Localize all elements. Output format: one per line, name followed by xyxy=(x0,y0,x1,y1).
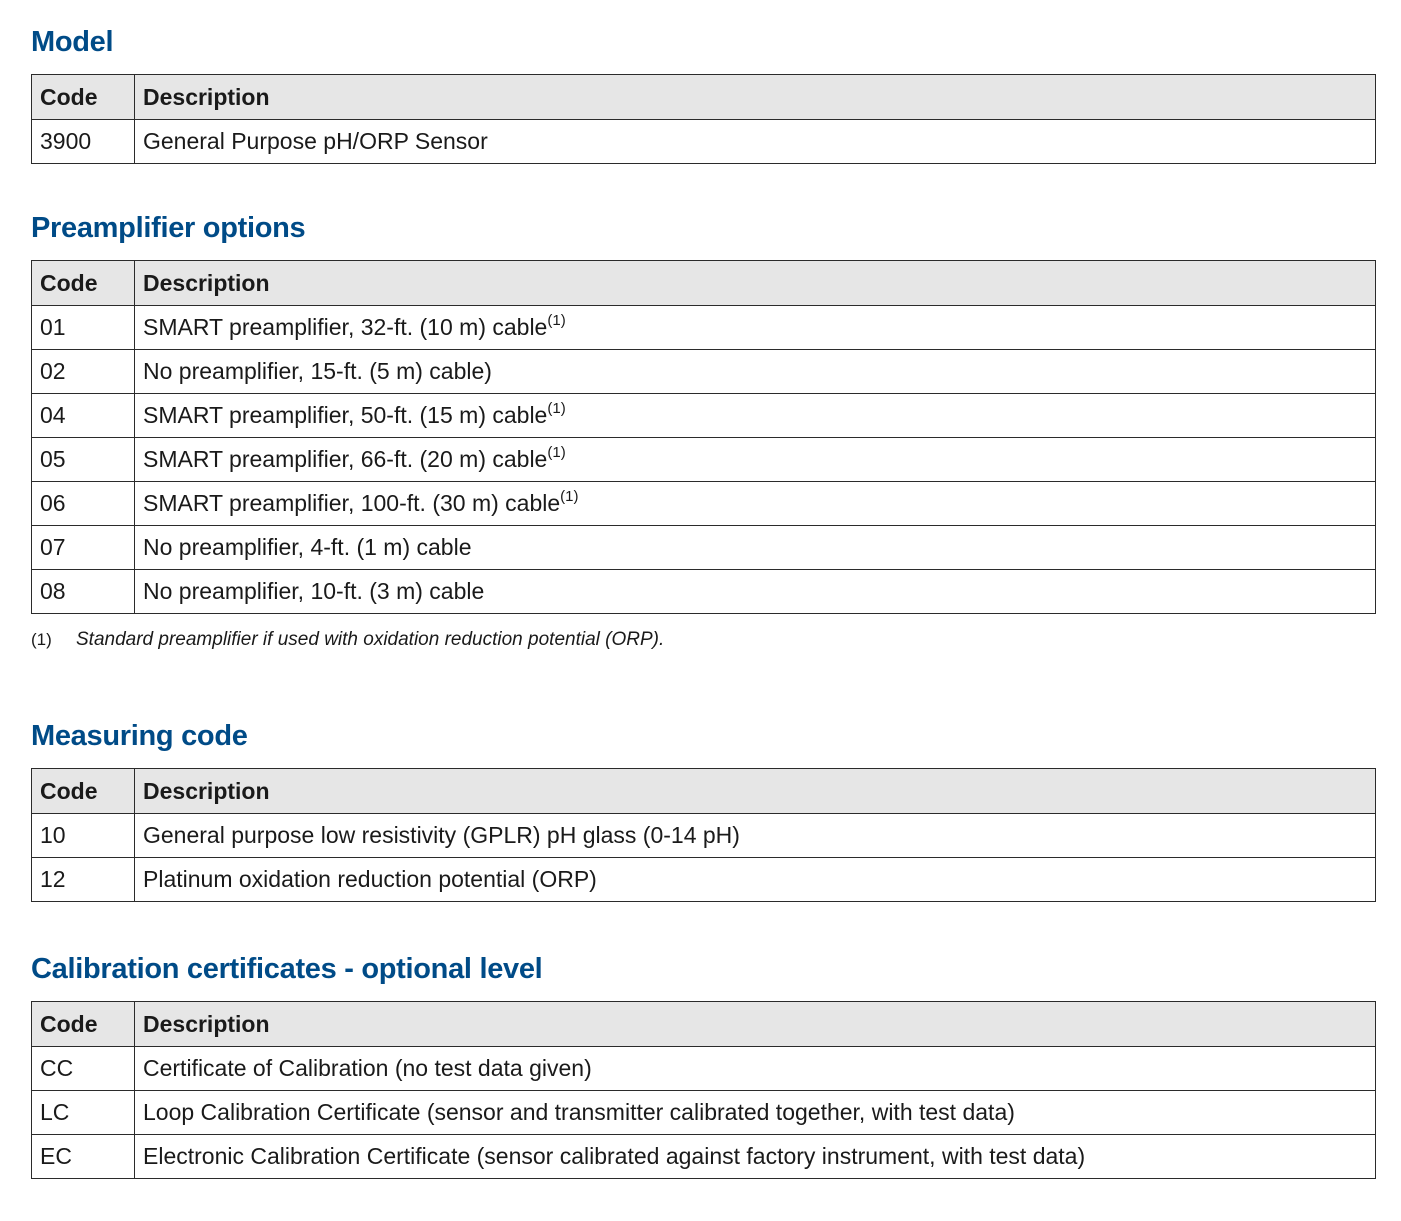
description-cell xyxy=(135,394,1376,438)
description-cell xyxy=(135,482,1376,526)
footnote-reference: (1) xyxy=(547,400,566,417)
preamplifier-table xyxy=(31,260,1376,614)
code-cell: 05 xyxy=(32,438,135,482)
footnote-reference: (1) xyxy=(560,488,579,505)
description-text: SMART preamplifier, 32-ft. (10 m) cable xyxy=(143,314,548,340)
calibration-section xyxy=(31,949,1376,1179)
measuring-section xyxy=(31,716,1376,902)
code-cell: 06 xyxy=(32,482,135,526)
calibration-heading: Calibration certificates - optional level xyxy=(31,953,543,985)
measuring-table xyxy=(31,768,1376,902)
footnote-reference: (1) xyxy=(547,312,566,329)
description-cell xyxy=(135,350,1376,394)
description-text: General purpose low resistivity (GPLR) pH glass (0-14 pH) xyxy=(143,822,740,848)
footnote-text: Standard preamplifier if used with oxidation reduction potential (ORP). xyxy=(76,629,665,650)
code-cell: 12 xyxy=(32,858,135,902)
table-header-row xyxy=(32,1002,1376,1047)
description-cell xyxy=(135,120,1376,164)
description-cell xyxy=(135,1091,1376,1135)
code-column-header: Code xyxy=(32,769,135,814)
code-cell: 01 xyxy=(32,306,135,350)
preamplifier-footnote xyxy=(31,628,1376,652)
code-cell: 02 xyxy=(32,350,135,394)
code-cell: 3900 xyxy=(32,120,135,164)
description-text: Platinum oxidation reduction potential (ORP) xyxy=(143,866,597,892)
footnote-mark: (1) xyxy=(31,630,52,649)
table-row xyxy=(32,306,1376,350)
table-header-row xyxy=(32,75,1376,120)
description-text: SMART preamplifier, 50-ft. (15 m) cable xyxy=(143,402,548,428)
description-text: No preamplifier, 10-ft. (3 m) cable xyxy=(143,578,485,604)
code-cell: 04 xyxy=(32,394,135,438)
table-row xyxy=(32,526,1376,570)
code-cell: 10 xyxy=(32,814,135,858)
description-cell xyxy=(135,306,1376,350)
table-row xyxy=(32,1091,1376,1135)
description-cell xyxy=(135,526,1376,570)
description-cell xyxy=(135,814,1376,858)
table-row xyxy=(32,1047,1376,1091)
description-text: Certificate of Calibration (no test data given) xyxy=(143,1055,592,1081)
model-table xyxy=(31,74,1376,164)
code-cell: 07 xyxy=(32,526,135,570)
measuring-heading: Measuring code xyxy=(31,720,248,752)
code-column-header: Code xyxy=(32,75,135,120)
code-column-header: Code xyxy=(32,1002,135,1047)
code-column-header: Code xyxy=(32,261,135,306)
table-row xyxy=(32,438,1376,482)
table-row xyxy=(32,120,1376,164)
model-section xyxy=(31,22,1376,164)
description-cell xyxy=(135,858,1376,902)
description-text: No preamplifier, 15-ft. (5 m) cable) xyxy=(143,358,492,384)
table-row xyxy=(32,394,1376,438)
description-column-header: Description xyxy=(135,75,1376,120)
footnote-reference: (1) xyxy=(547,444,566,461)
table-row xyxy=(32,570,1376,614)
description-column-header: Description xyxy=(135,1002,1376,1047)
description-text: Loop Calibration Certificate (sensor and transmitter calibrated together, with test data) xyxy=(143,1099,1015,1125)
table-row xyxy=(32,1135,1376,1179)
code-cell: 08 xyxy=(32,570,135,614)
table-header-row xyxy=(32,261,1376,306)
code-cell: EC xyxy=(32,1135,135,1179)
preamplifier-section xyxy=(31,208,1376,652)
description-text: SMART preamplifier, 66-ft. (20 m) cable xyxy=(143,446,548,472)
description-cell xyxy=(135,438,1376,482)
table-row xyxy=(32,482,1376,526)
description-cell xyxy=(135,1047,1376,1091)
description-text: General Purpose pH/ORP Sensor xyxy=(143,128,488,154)
code-cell: CC xyxy=(32,1047,135,1091)
description-cell xyxy=(135,1135,1376,1179)
model-heading: Model xyxy=(31,26,114,58)
preamplifier-heading: Preamplifier options xyxy=(31,212,306,244)
table-header-row xyxy=(32,769,1376,814)
description-text: No preamplifier, 4-ft. (1 m) cable xyxy=(143,534,472,560)
table-row xyxy=(32,350,1376,394)
calibration-table xyxy=(31,1001,1376,1179)
description-cell xyxy=(135,570,1376,614)
table-row xyxy=(32,814,1376,858)
description-column-header: Description xyxy=(135,769,1376,814)
code-cell: LC xyxy=(32,1091,135,1135)
description-text: SMART preamplifier, 100-ft. (30 m) cable xyxy=(143,490,561,516)
description-text: Electronic Calibration Certificate (sensor calibrated against factory instrument, with test data) xyxy=(143,1143,1086,1169)
table-row xyxy=(32,858,1376,902)
description-column-header: Description xyxy=(135,261,1376,306)
